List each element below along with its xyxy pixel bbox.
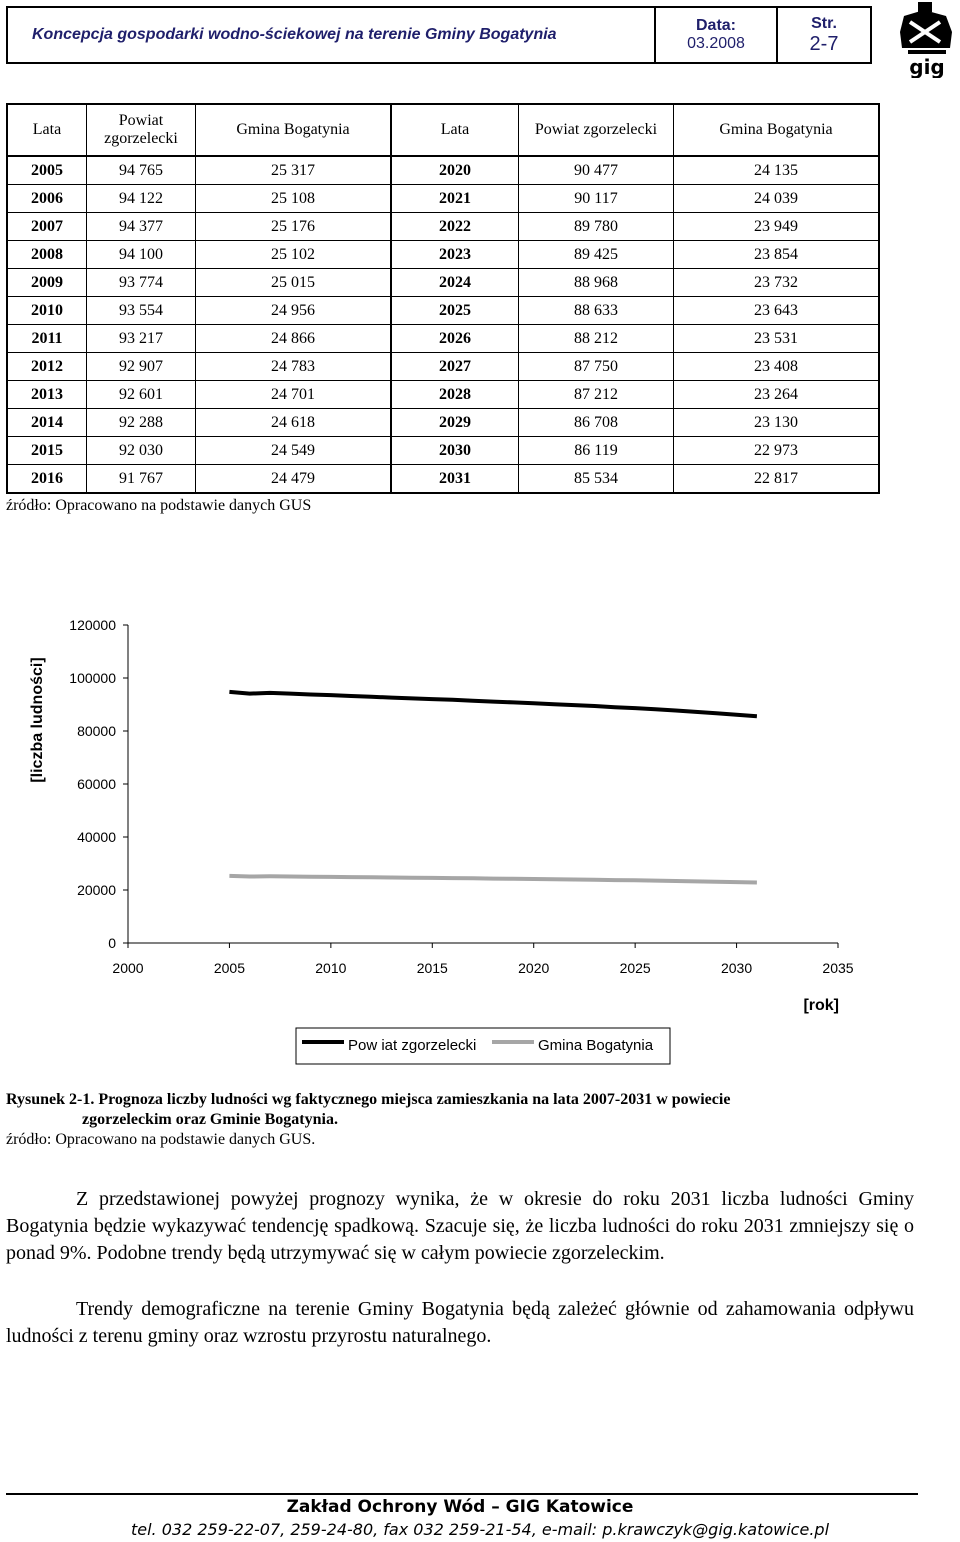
table-row: [7, 213, 879, 241]
value-cell: 23 949: [674, 213, 880, 241]
year-cell: 2015: [7, 437, 87, 465]
date-cell: [656, 8, 778, 62]
document-title: Koncepcja gospodarki wodno-ściekowej na terenie Gminy Bogatynia: [8, 8, 656, 62]
value-cell: 89 425: [519, 241, 674, 269]
value-cell: 25 176: [196, 213, 392, 241]
value-cell: 94 765: [87, 156, 196, 185]
year-cell: 2007: [7, 213, 87, 241]
year-cell: 2026: [391, 325, 519, 353]
x-tick-label: 2020: [518, 960, 550, 976]
value-cell: 24 039: [674, 185, 880, 213]
x-tick-label: 2005: [213, 960, 246, 976]
value-cell: 93 554: [87, 297, 196, 325]
col-header: Gmina Bogatynia: [674, 104, 880, 156]
value-cell: 86 119: [519, 437, 674, 465]
table-row: [7, 353, 879, 381]
legend: [296, 1028, 670, 1064]
table-row: [7, 409, 879, 437]
series-line-gmina: [229, 876, 757, 883]
caption-text-2: zgorzeleckim oraz Gminie Bogatynia.: [82, 1111, 338, 1128]
year-cell: 2027: [391, 353, 519, 381]
value-cell: 23 531: [674, 325, 880, 353]
y-tick-label: 120000: [69, 617, 116, 633]
value-cell: 24 956: [196, 297, 392, 325]
value-cell: 94 377: [87, 213, 196, 241]
svg-text:gig: gig: [909, 55, 945, 78]
value-cell: 87 750: [519, 353, 674, 381]
year-cell: 2029: [391, 409, 519, 437]
value-cell: 92 601: [87, 381, 196, 409]
value-cell: 92 907: [87, 353, 196, 381]
page-header: [0, 0, 960, 80]
table-row: [7, 297, 879, 325]
value-cell: 92 288: [87, 409, 196, 437]
header-box: [6, 6, 872, 64]
table-row: [7, 325, 879, 353]
table-row: [7, 185, 879, 213]
table-row: [7, 241, 879, 269]
paragraph-2: Trendy demograficzne na terenie Gminy Bogatynia będą zależeć głównie od zahamowania odpływu ludności z terenu gminy oraz wzrostu przyrostu naturalnego.: [6, 1298, 914, 1347]
value-cell: 24 549: [196, 437, 392, 465]
table-row: [7, 465, 879, 494]
value-cell: 91 767: [87, 465, 196, 494]
table-row: [7, 156, 879, 185]
value-cell: 88 633: [519, 297, 674, 325]
value-cell: 93 774: [87, 269, 196, 297]
value-cell: 94 122: [87, 185, 196, 213]
year-cell: 2010: [7, 297, 87, 325]
x-tick-label: 2000: [112, 960, 144, 976]
year-cell: 2006: [7, 185, 87, 213]
value-cell: 88 968: [519, 269, 674, 297]
year-cell: 2009: [7, 269, 87, 297]
y-tick-label: 0: [108, 935, 116, 951]
value-cell: 90 117: [519, 185, 674, 213]
value-cell: 24 135: [674, 156, 880, 185]
date-value: 03.2008: [687, 35, 745, 52]
year-cell: 2005: [7, 156, 87, 185]
year-cell: 2021: [391, 185, 519, 213]
value-cell: 23 408: [674, 353, 880, 381]
value-cell: 22 817: [674, 465, 880, 494]
x-axis-label: [rok]: [803, 997, 839, 1014]
value-cell: 94 100: [87, 241, 196, 269]
col-header: Powiat zgorzelecki: [519, 104, 674, 156]
x-tick-label: 2010: [315, 960, 347, 976]
value-cell: 89 780: [519, 213, 674, 241]
footer-contact: tel. 032 259-22-07, 259-24-80, fax 032 259-21-54, e-mail: p.krawczyk@gig.katowice.pl: [130, 1520, 830, 1539]
year-cell: 2031: [391, 465, 519, 494]
value-cell: 23 643: [674, 297, 880, 325]
legend-label-gmina: Gmina Bogatynia: [538, 1037, 654, 1054]
year-cell: 2008: [7, 241, 87, 269]
x-tick-label: 2030: [720, 960, 753, 976]
gig-logo-icon: [896, 2, 958, 78]
table-row: [7, 381, 879, 409]
page-value: 2-7: [809, 32, 839, 55]
y-axis-label: [liczba ludności]: [29, 657, 46, 783]
value-cell: 23 130: [674, 409, 880, 437]
value-cell: 25 015: [196, 269, 392, 297]
figure-caption: [6, 1090, 926, 1150]
value-cell: 23 732: [674, 269, 880, 297]
year-cell: 2016: [7, 465, 87, 494]
value-cell: 25 102: [196, 241, 392, 269]
date-label: Data:: [695, 17, 736, 34]
caption-text-1: Prognoza liczby ludności wg faktycznego miejsca zamieszkania na lata 2007-2031 w powiecie: [98, 1091, 731, 1108]
y-tick-label: 80000: [77, 723, 116, 739]
value-cell: 22 973: [674, 437, 880, 465]
x-tick-label: 2025: [619, 960, 651, 976]
value-cell: 86 708: [519, 409, 674, 437]
paragraph-1: Z przedstawionej powyżej prognozy wynika, że w okresie do roku 2031 liczba ludności Gminy Bogatynia będzie wykazywać tendencję spadkową. Szacuje się, że liczba ludności do roku 2031 zmniejszy się o ponad 9%. Podobne trendy będą utrzymywać się w całym powiecie zgorzeleckim.: [6, 1188, 914, 1264]
col-header: Powiat zgorzelecki: [87, 104, 196, 156]
value-cell: 24 618: [196, 409, 392, 437]
value-cell: 24 866: [196, 325, 392, 353]
footer-institution: Zakład Ochrony Wód – GIG Katowice: [286, 1497, 634, 1517]
value-cell: 23 264: [674, 381, 880, 409]
value-cell: 25 108: [196, 185, 392, 213]
caption-label: Rysunek 2-1.: [6, 1091, 95, 1108]
table-header-row: [7, 104, 879, 156]
value-cell: 23 854: [674, 241, 880, 269]
value-cell: 90 477: [519, 156, 674, 185]
value-cell: 24 783: [196, 353, 392, 381]
value-cell: 25 317: [196, 156, 392, 185]
series-line-powiat: [229, 692, 757, 716]
year-cell: 2028: [391, 381, 519, 409]
year-cell: 2022: [391, 213, 519, 241]
y-tick-label: 60000: [77, 776, 116, 792]
y-tick-label: 40000: [77, 829, 116, 845]
caption-source: źródło: Opracowano na podstawie danych GUS.: [6, 1131, 316, 1148]
col-header: Lata: [7, 104, 87, 156]
y-tick-label: 20000: [77, 882, 116, 898]
table-row: [7, 437, 879, 465]
year-cell: 2023: [391, 241, 519, 269]
value-cell: 93 217: [87, 325, 196, 353]
year-cell: 2012: [7, 353, 87, 381]
year-cell: 2020: [391, 156, 519, 185]
value-cell: 87 212: [519, 381, 674, 409]
year-cell: 2030: [391, 437, 519, 465]
y-tick-label: 100000: [69, 670, 116, 686]
value-cell: 24 479: [196, 465, 392, 494]
x-tick-label: 2015: [416, 960, 448, 976]
footer-divider: [6, 1493, 918, 1495]
value-cell: 92 030: [87, 437, 196, 465]
x-tick-label: 2035: [822, 960, 854, 976]
population-table: [6, 103, 880, 494]
table-source-note: źródło: Opracowano na podstawie danych GUS: [6, 497, 312, 514]
col-header: Lata: [391, 104, 519, 156]
value-cell: 88 212: [519, 325, 674, 353]
table-row: [7, 269, 879, 297]
year-cell: 2024: [391, 269, 519, 297]
year-cell: 2025: [391, 297, 519, 325]
legend-label-powiat: Pow iat zgorzelecki: [348, 1037, 477, 1054]
year-cell: 2013: [7, 381, 87, 409]
value-cell: 24 701: [196, 381, 392, 409]
population-chart: [0, 600, 960, 1070]
year-cell: 2014: [7, 409, 87, 437]
value-cell: 85 534: [519, 465, 674, 494]
year-cell: 2011: [7, 325, 87, 353]
col-header: Gmina Bogatynia: [196, 104, 392, 156]
page-label: Str.: [811, 14, 837, 32]
page-number-cell: [778, 8, 870, 62]
